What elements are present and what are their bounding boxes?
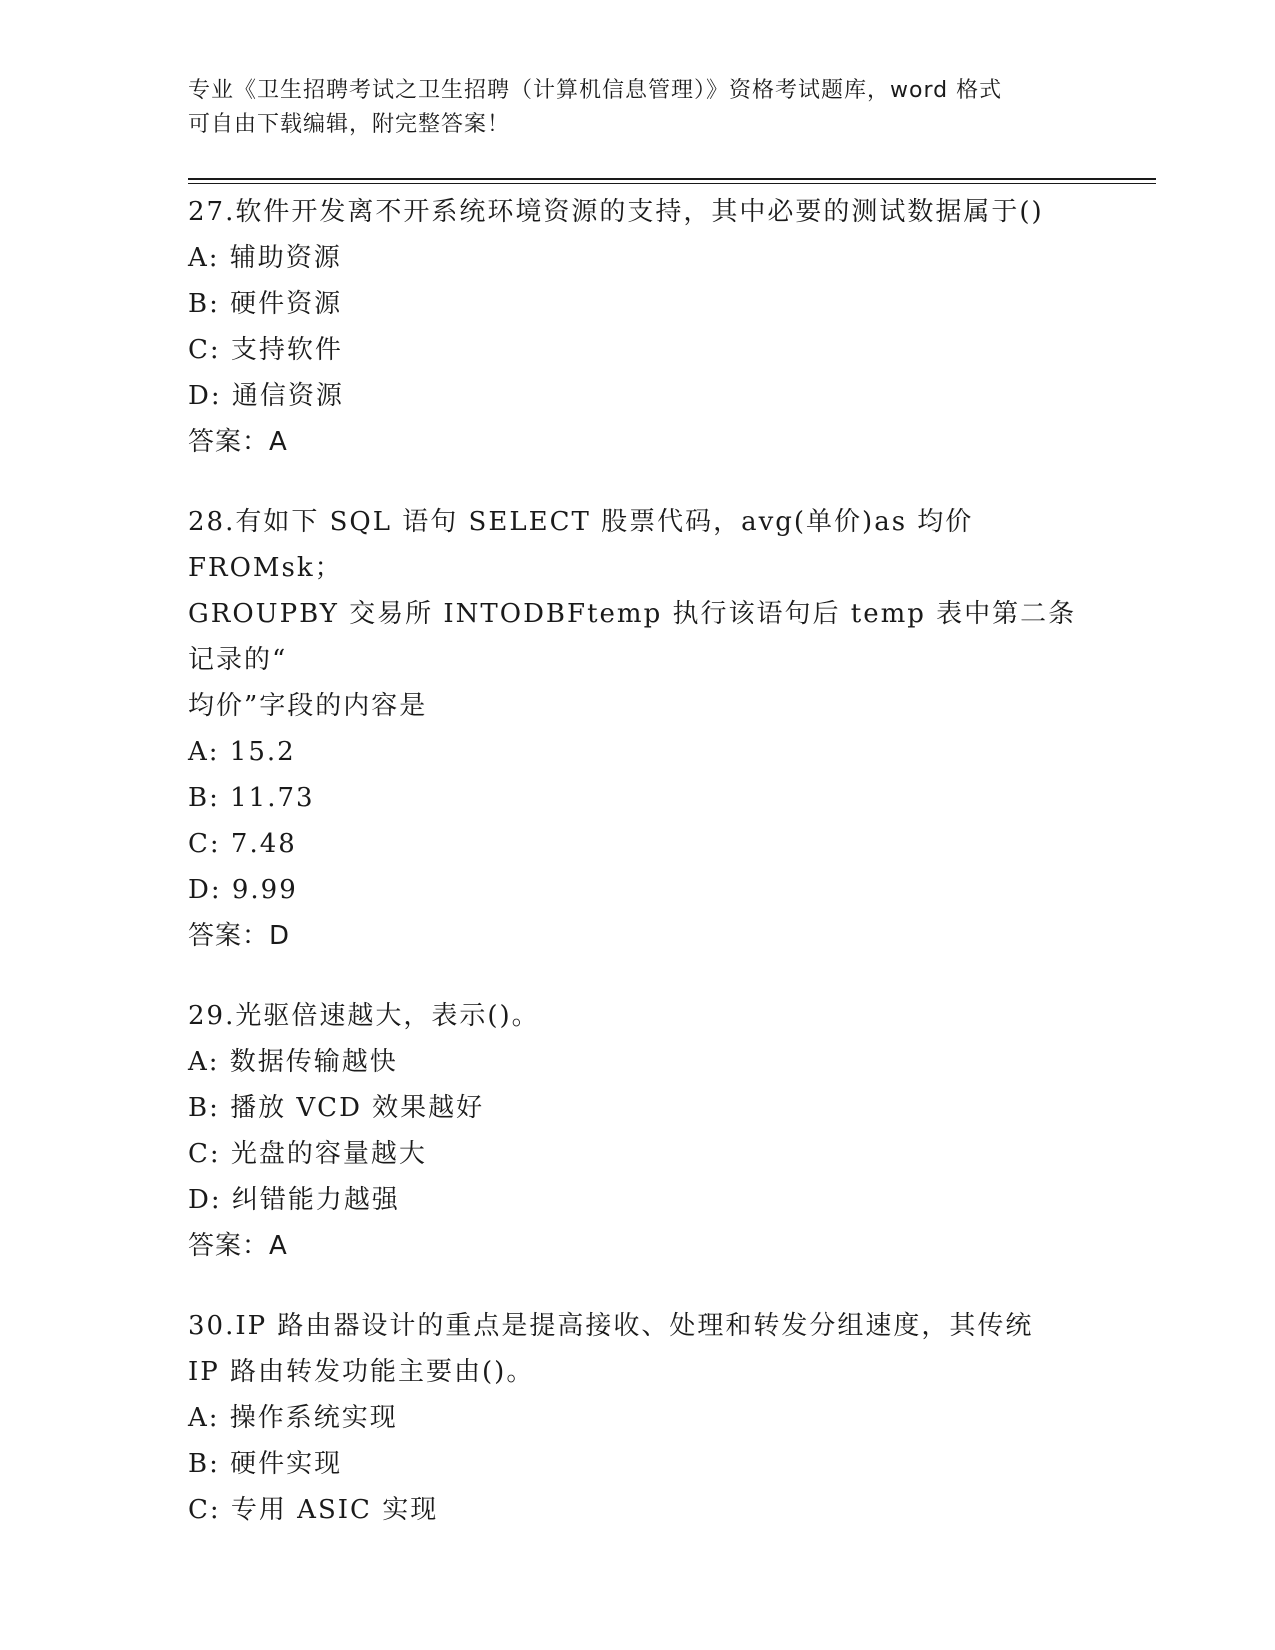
question-stem: 29.光驱倍速越大，表示()。 bbox=[188, 1001, 540, 1031]
option-d: D: 9.99 bbox=[188, 875, 298, 905]
question-27 bbox=[188, 189, 1088, 465]
option-c: C: 7.48 bbox=[188, 829, 297, 859]
option-a: A: 操作系统实现 bbox=[188, 1403, 398, 1433]
option-a: A: 15.2 bbox=[188, 737, 296, 767]
document-header bbox=[188, 74, 1068, 142]
question-stem-line-2: GROUPBY 交易所 INTODBFtemp 执行该语句后 temp 表中第二条记录的“ bbox=[188, 599, 1077, 675]
option-b: B: 硬件资源 bbox=[188, 289, 343, 319]
option-d: D: 纠错能力越强 bbox=[188, 1185, 400, 1215]
answer-line: 答案：D bbox=[188, 921, 291, 951]
question-28 bbox=[188, 499, 1088, 959]
answer-line: 答案：A bbox=[188, 427, 288, 457]
question-30 bbox=[188, 1303, 1088, 1533]
question-stem-line-1: 30.IP 路由器设计的重点是提高接收、处理和转发分组速度，其传统 bbox=[188, 1311, 1034, 1341]
option-a: A: 辅助资源 bbox=[188, 243, 342, 273]
option-a: A: 数据传输越快 bbox=[188, 1047, 398, 1077]
header-line-1: 专业《卫生招聘考试之卫生招聘（计算机信息管理）》资格考试题库，word 格式 bbox=[188, 78, 1003, 103]
option-d: D: 通信资源 bbox=[188, 381, 344, 411]
question-stem-line-1: 28.有如下 SQL 语句 SELECT 股票代码，avg(单价)as 均价 FROMsk； bbox=[188, 507, 974, 583]
question-stem-line-3: 均价”字段的内容是 bbox=[188, 691, 428, 721]
option-c: C: 专用 ASIC 实现 bbox=[188, 1495, 439, 1525]
question-stem: 27.软件开发离不开系统环境资源的支持，其中必要的测试数据属于() bbox=[188, 197, 1044, 227]
option-b: B: 11.73 bbox=[188, 783, 315, 813]
header-divider-thin bbox=[188, 183, 1156, 184]
question-list bbox=[188, 189, 1088, 1567]
answer-line: 答案：A bbox=[188, 1231, 288, 1261]
question-29 bbox=[188, 993, 1088, 1269]
header-line-2: 可自由下载编辑，附完整答案！ bbox=[188, 112, 511, 137]
option-c: C: 光盘的容量越大 bbox=[188, 1139, 427, 1169]
option-b: B: 硬件实现 bbox=[188, 1449, 343, 1479]
option-c: C: 支持软件 bbox=[188, 335, 343, 365]
question-stem-line-2: IP 路由转发功能主要由()。 bbox=[188, 1357, 535, 1387]
header-divider-thick bbox=[188, 178, 1156, 180]
option-b: B: 播放 VCD 效果越好 bbox=[188, 1093, 485, 1123]
